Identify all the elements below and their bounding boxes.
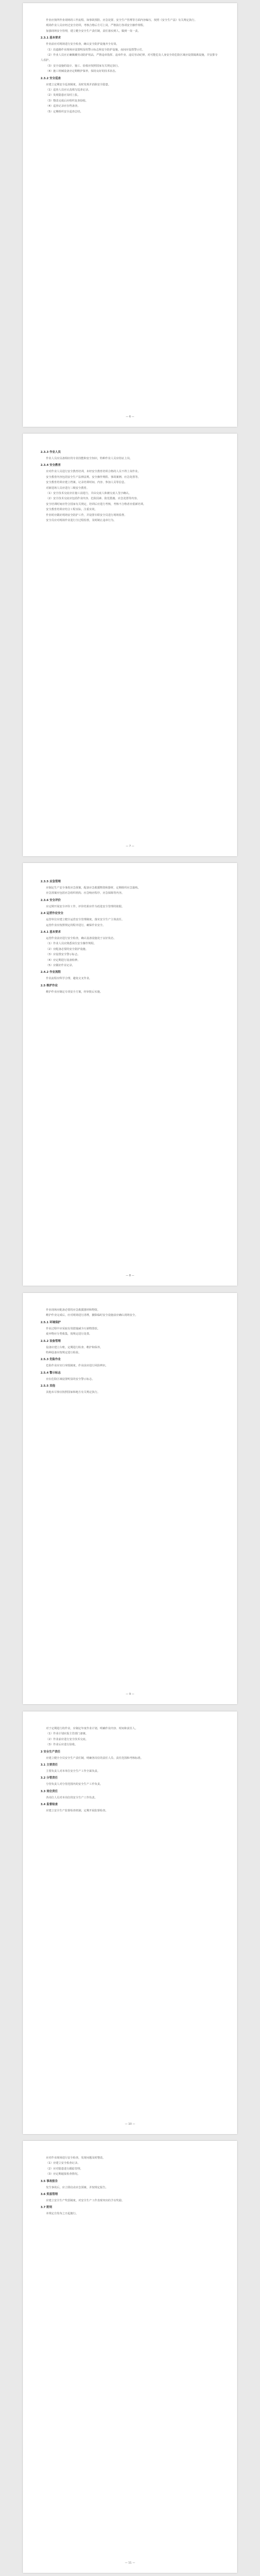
paragraph: 作业应按所作业现场的工作流程，如事故预防、应急处置、安全生产管理等方面内容编写，按照《安全生产法》有关规定执行。 [46,19,197,22]
paragraph: （4）施工机械设备应定期维护保养，保持良好的技术状态。 [46,70,118,73]
section-heading: 2.3.4 安全教育 [41,464,61,467]
paragraph: （1）作业计划应报主管部门备案。 [46,1732,88,1736]
paragraph: （3）安全设施的设计、施工、验收应按照国家有关规定执行。 [46,64,121,68]
page-number: — 8 — [125,1274,135,1277]
section-heading: 2.3.1 基本要求 [41,36,61,40]
paragraph: 维护作业应制定专项安全方案，经审批后实施。 [46,990,103,994]
section-heading: 2.3.6 安全评价 [41,898,61,902]
paragraph: （2）发现隐患应及时上报。 [46,94,80,97]
section-heading: 2.4 运营作业安全 [41,912,63,916]
paragraph: 应定期开展安全评价工作，评价结果应作为改进安全管理的依据。 [46,905,124,908]
paragraph: 作业现场应配备必要的应急救援器材和物资。 [46,1309,100,1312]
paragraph: （2）应配备必要的安全防护设施。 [46,947,88,951]
paragraph: （2）应对隐患进行跟踪管理。 [46,2167,83,2171]
page-number: — 10 — [125,2123,135,2126]
paragraph: （3）整改完成后应组织复查验收。 [46,99,88,103]
paragraph: 加强现场安全管理，建立健全安全生产责任制，责任落实到人，做到一岗一责。 [46,29,140,33]
paragraph: （4）巡查记录应存档备查。 [46,105,80,108]
paragraph: 各岗位人员对本岗位的安全生产工作负责。 [46,1796,97,1799]
paragraph: 应建立安全生产监督检查机制，定期开展监督检查。 [46,1809,108,1813]
paragraph: 主要负责人对本单位安全生产工作全面负责。 [46,1770,100,1773]
page-content [41,18,219,115]
section-heading: 2.3.2 安全巡查 [41,77,61,80]
paragraph: 特种设备应按规定进行检验。 [46,1351,81,1355]
paragraph: （5）应做好作业记录。 [46,964,75,968]
paragraph: 应建立定期安全巡查制度，及时发现并消除安全隐患。 [46,83,111,86]
section-heading: 2.4.1 基本要求 [41,931,61,934]
paragraph: （2）作业前应进行安全技术交底。 [46,1737,88,1741]
section-heading: 3.6 奖惩管理 [41,2193,58,2197]
paragraph: 运营作业应按照规定的程序进行，确保作业安全。 [46,923,106,927]
paragraph: 作业流程应科学合理，避免交叉作业。 [46,977,92,981]
page-number: — 9 — [125,1693,135,1696]
paragraph: 危险作业应实行审批制度，作业前应进行风险辨识。 [46,1364,108,1368]
page-number: — 6 — [125,415,135,418]
paragraph: （2）安全技术交底应包括作业内容、危险因素、防范措施、应急处置等内容。 [46,497,140,501]
section-heading: 3.7 附则 [41,2206,53,2210]
paragraph: （3）应设置安全警示标志。 [46,953,80,957]
document-page [23,863,237,1286]
page-content [41,1726,219,1814]
paragraph: 作业前应对现场进行安全检查，确认安全防护设施齐全有效。 [46,43,119,46]
section-heading: 3.1 主要责任 [41,1763,58,1767]
page-content [41,448,219,523]
paragraph: （4）应定期进行设备检修。 [46,958,80,962]
paragraph: 本规定自发布之日起施行。 [46,2212,79,2216]
paragraph: （2）作业人员应正确佩戴劳动防护用品，严禁违章指挥、违章作业、违反劳动纪律。对可能危及人身安全的危险区域应设置隔离设施，并安排专人看护。 [41,54,218,62]
document-page [23,1293,237,1704]
section-heading: 2.5.4 警示标志 [41,1371,61,1375]
paragraph: 应对作业人员进行安全教育培训，未经安全教育培训合格的人员不得上岗作业。 [46,470,140,474]
paragraph: （1）沿道路作业现场应设置明显的警示标志和安全防护设施，夜间应设置警示灯。 [46,48,145,52]
paragraph: 安全教育培训应建立档案，记录培训时间、内容、参加人员等信息。 [46,481,127,485]
paragraph: 对新进场人员应进行三级安全教育。 [46,486,89,490]
document-page [23,3,237,427]
section-heading: 2.4.2 作业流程 [41,971,61,974]
paragraph: （1）应建立安全检查记录。 [46,2162,80,2165]
paragraph: （1）巡查人员应认真填写巡查记录。 [46,88,91,92]
section-heading: 3.4 监督检查 [41,1803,58,1807]
page-number: — 7 — [125,845,135,848]
section-heading: 2.3.5 应急管理 [41,880,61,883]
page-content [41,1308,219,1395]
section-heading: 2.5 维护作业 [41,984,58,987]
paragraph: 安全教育内容包括安全生产法律法规、安全操作规程、事故案例、应急处置等。 [46,475,140,479]
paragraph: 其他未尽事宜按照国家和地方有关规定执行。 [46,1391,100,1394]
paragraph: 设备应建立台账，定期进行检查、维护和保养。 [46,1346,103,1349]
paragraph: 维护作业完成后，应对现场进行清理，撤除临时安全设施前应确认现场安全。 [46,1314,138,1317]
section-heading: 2.5.5 其他 [41,1385,56,1388]
paragraph: 废弃物应分类收集，按规定进行处置。 [46,1333,92,1336]
paragraph: 安全培训时间应符合国家有关规定，培训后应进行考核，考核不合格者应重新培训。 [46,502,146,506]
paragraph: 应对作业现场进行安全检查，发现问题及时整改。 [46,2156,106,2160]
paragraph: （5）定期组织安全巡查总结。 [46,110,83,113]
paragraph: 运营作业前应进行安全检查，确认设备设施处于良好状态。 [46,937,116,941]
section-heading: 3.5 事故报告 [41,2179,58,2183]
document-page [23,434,237,856]
page-content [41,878,219,995]
paragraph: 作业过程中应采取有效措施减少污染物排放。 [46,1327,100,1330]
section-heading: 3.2 分管责任 [41,1776,58,1780]
page-content [41,2155,219,2217]
section-heading: 2.5.3 危险作业 [41,1358,61,1362]
paragraph: 分管负责人对分管范围内的安全生产工作负责。 [46,1783,103,1786]
paragraph: （1）作业人员应熟悉岗位安全操作规程。 [46,942,97,946]
paragraph: 应在危险区域设置明显的安全警示标志。 [46,1377,95,1381]
section-heading: 3 安全生产责任 [41,1750,60,1754]
paragraph: 现场作业人员应经过安全培训，考核合格后方可上岗，严格执行各项安全操作规程。 [46,24,146,28]
page-number: — 11 — [125,2561,135,2565]
paragraph: 应急预案应包括应急组织机构、应急响应程序、应急保障等内容。 [46,892,124,895]
paragraph: 应建立健全全员安全生产责任制，明确各岗位的责任人员、责任范围和考核标准。 [46,1756,144,1760]
paragraph: 发生事故后，应立即启动应急预案，并按规定报告。 [46,2186,108,2189]
paragraph: 应制定生产安全事故应急预案，配备应急救援物资和器材，定期组织应急演练。 [46,886,140,890]
section-heading: 2.5.2 设备管理 [41,1339,61,1343]
paragraph: 作业人员应具备相应的专业技能和安全知识，特种作业人员应持证上岗。 [46,457,133,460]
paragraph: 运营单位应建立健全运营安全管理制度，落实安全生产主体责任。 [46,918,124,922]
paragraph: （1）安全技术交底应在施工前进行，并由交底人和被交底人签字确认。 [46,492,132,496]
section-heading: 2.3.3 作业人员 [41,451,61,454]
paragraph: 作业时应做好现场安全防护工作，并设置专职安全员进行现场监督。 [46,513,127,517]
paragraph: 安全员应对现场作业进行全过程监督，及时制止违章行为。 [46,519,116,523]
paragraph: 安全教育培训应结合工程实际，注重实效。 [46,508,97,512]
document-page [23,1711,237,2134]
paragraph: （3）作业后应进行验收。 [46,1743,77,1747]
paragraph: （3）应定期通报检查情况。 [46,2173,80,2176]
section-heading: 3.3 岗位责任 [41,1790,58,1793]
paragraph: 对于定期进行的作业，应制定年度作业计划，明确作业内容、时间和责任人。 [46,1727,138,1730]
paragraph: 应建立安全生产奖惩制度，对安全生产工作表现突出的予以奖励。 [46,2199,124,2203]
section-heading: 2.5.1 环境保护 [41,1321,61,1324]
document-page [23,2141,237,2573]
